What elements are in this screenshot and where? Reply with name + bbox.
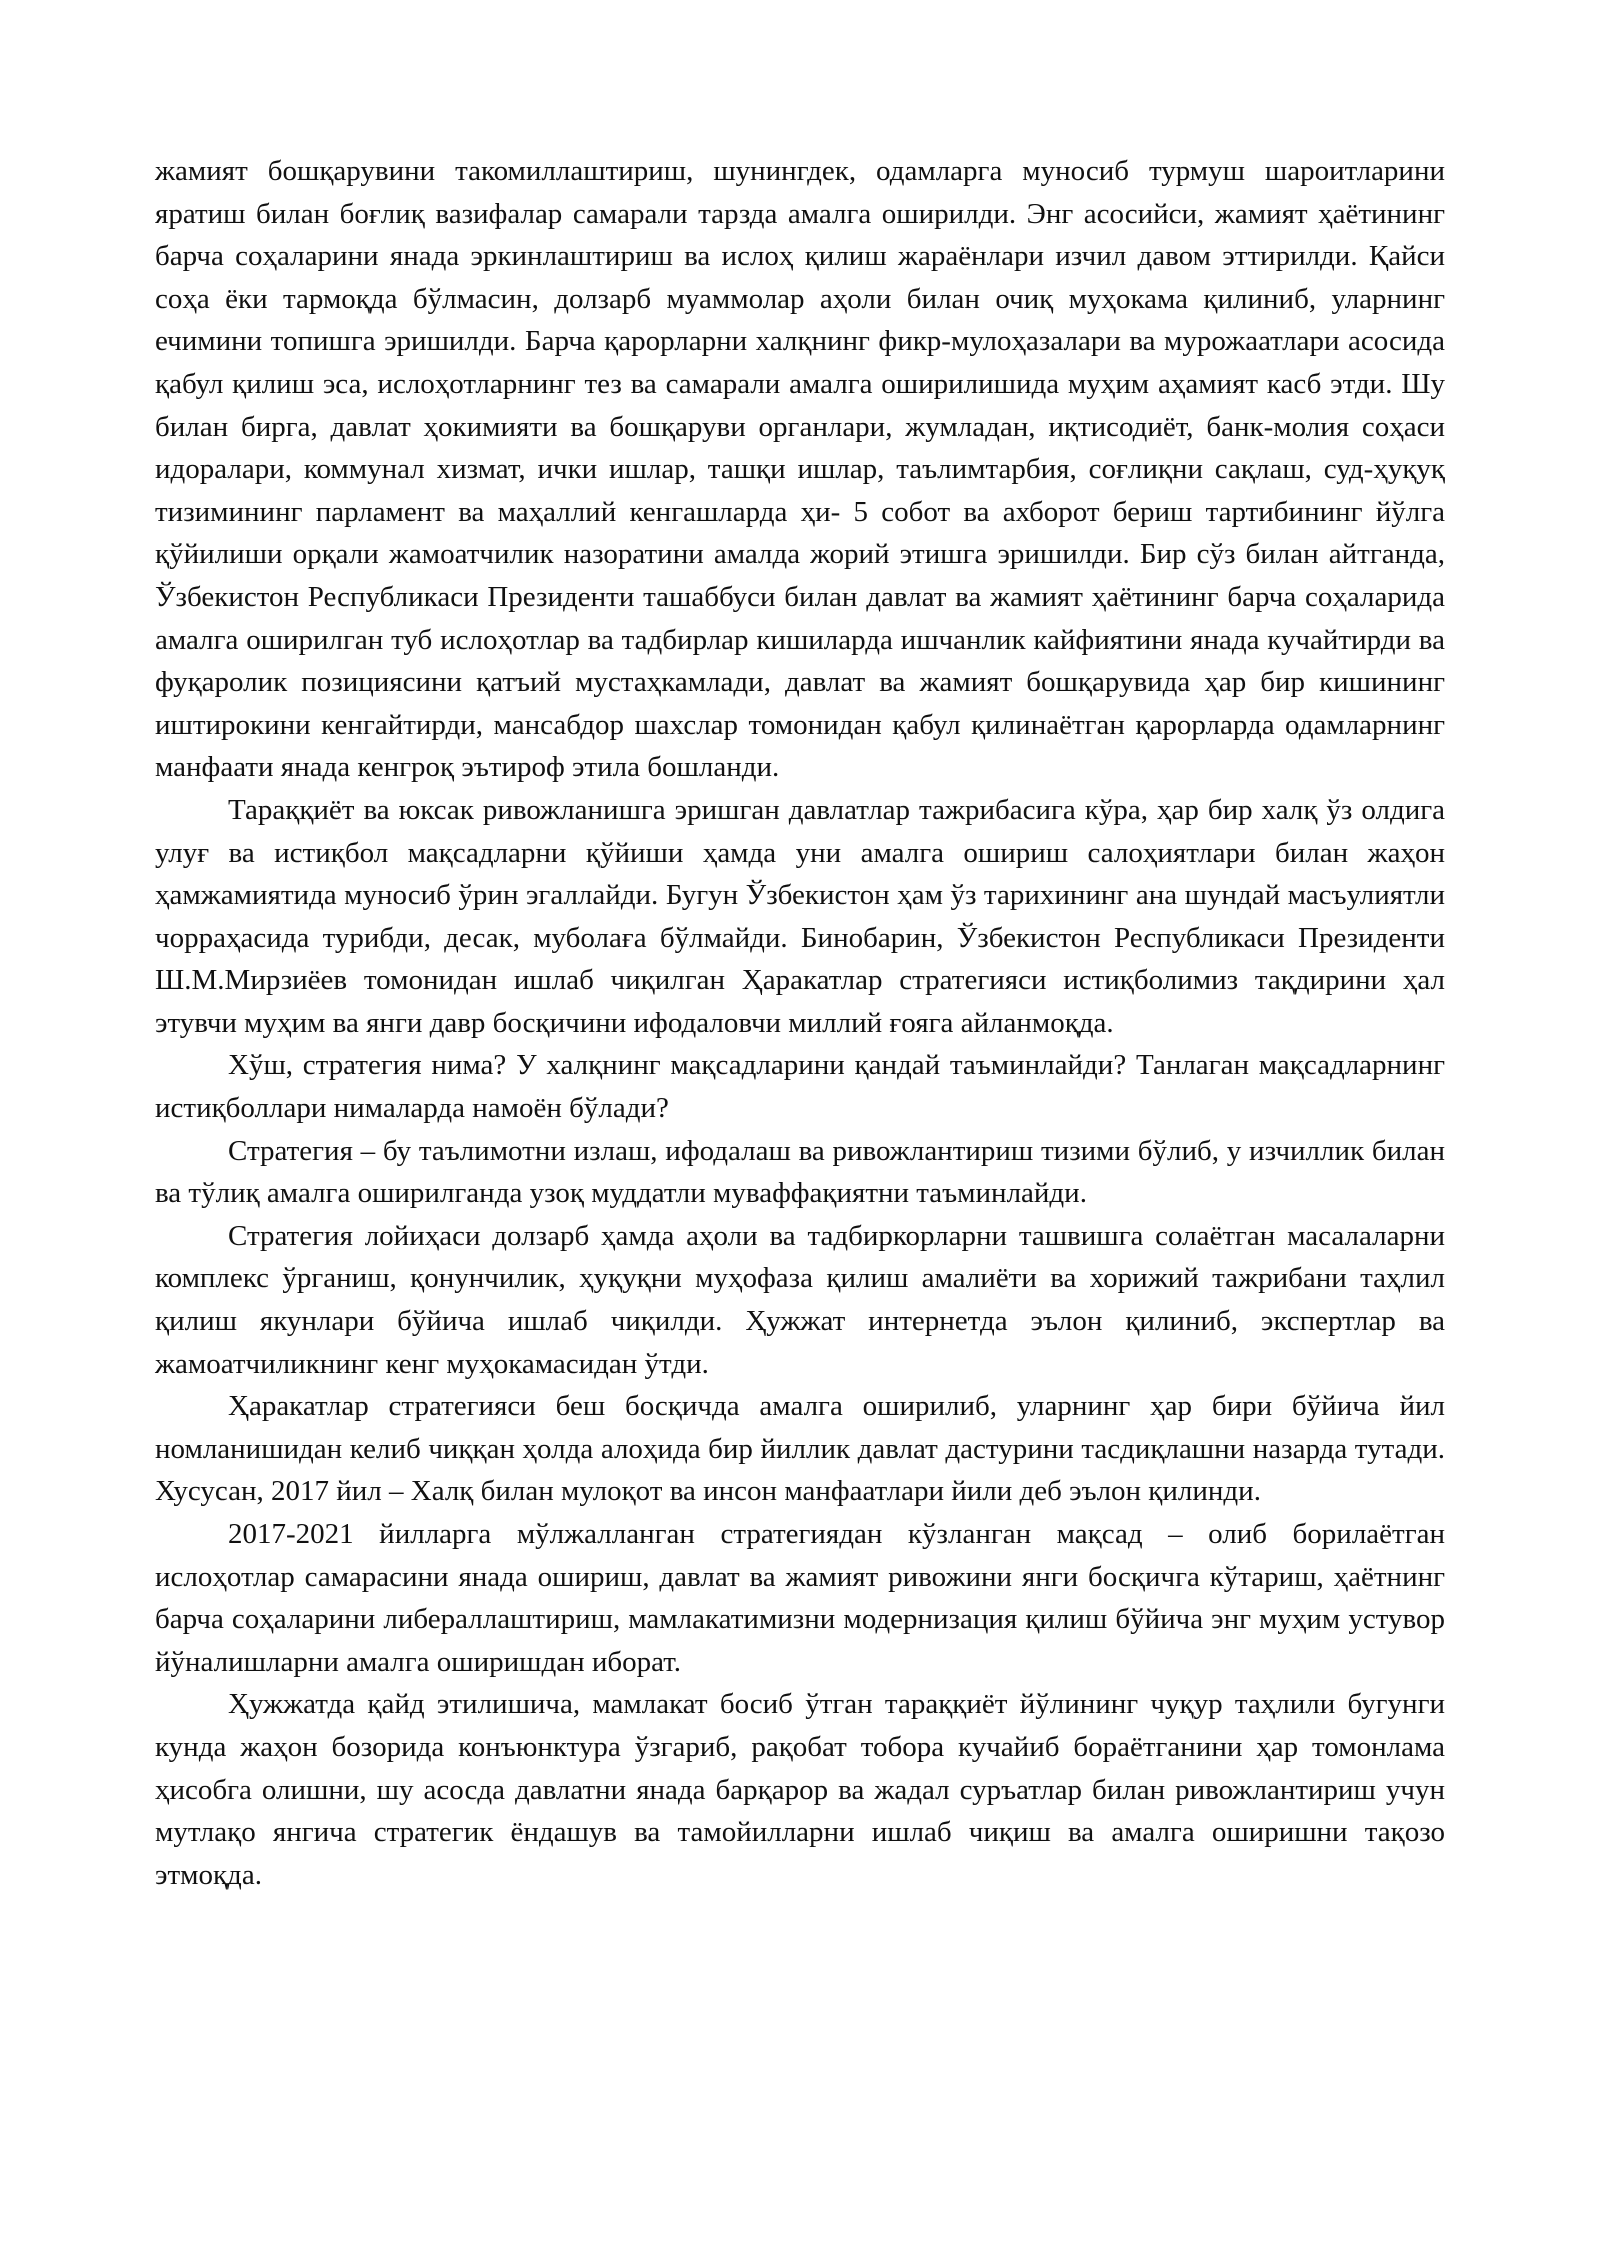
document-body xyxy=(155,150,1445,1896)
paragraph-7: 2017-2021 йилларга мўлжалланган стратегиядан кўзланган мақсад – олиб борилаётган ислоҳотлар самарасини янада ошириш, давлат ва жамият ривожини янги босқичга кўтариш, ҳаётнинг барча соҳаларини либераллаштириш, мамлакатимизни модернизация қилиш бўйича энг муҳим устувор йўналишларни амалга оширишдан иборат. xyxy=(155,1518,1445,1678)
paragraph-1: жамият бошқарувини такомиллаштириш, шунингдек, одамларга муносиб турмуш шароитларини яратиш билан боғлиқ вазифалар самарали тарзда амалга оширилди. Энг асосийси, жамият ҳаётининг барча соҳаларини янада эркинлаштириш ва ислоҳ қилиш жараёнлари изчил давом эттирилди. Қайси соҳа ёки тармоқда бўлмасин, долзарб муаммолар аҳоли билан очиқ муҳокама қилиниб, уларнинг ечимини топишга эришилди. Барча қарорларни халқнинг фикр-мулоҳазалари ва мурожаатлари асосида қабул қилиш эса, ислоҳотларнинг тез ва самарали амалга оширилишида муҳим аҳамият касб этди. Шу билан бирга, давлат ҳокимияти ва бошқаруви органлари, жумладан, иқтисодиёт, банк-молия соҳаси идоралари, коммунал хизмат, ички ишлар, ташқи ишлар, таълимтарбия, соғлиқни сақлаш, суд-ҳуқуқ тизимининг парламент ва маҳаллий кенгашларда ҳи- 5 собот ва ахборот бериш тартибининг йўлга қўйилиши орқали жамоатчилик назоратини амалда жорий этишга эришилди. Бир сўз билан айтганда, Ўзбекистон Республикаси Президенти ташаббуси билан давлат ва жамият ҳаётининг барча соҳаларида амалга оширилган туб ислоҳотлар ва тадбирлар кишиларда ишчанлик кайфиятини янада кучайтирди ва фуқаролик позициясини қатъий мустаҳкамлади, давлат ва жамият бошқарувида ҳар бир кишининг иштирокини кенгайтирди, мансабдор шахслар томонидан қабул қилинаётган қарорларда одамларнинг манфаати янада кенгроқ эътироф этила бошланди. xyxy=(155,155,1445,784)
paragraph-2: Тараққиёт ва юксак ривожланишга эришган давлатлар тажрибасига кўра, ҳар бир халқ ўз олдига улуғ ва истиқбол мақсадларни қўйиши ҳамда уни амалга ошириш салоҳиятлари билан жаҳон ҳамжамиятида муносиб ўрин эгаллайди. Бугун Ўзбекистон ҳам ўз тарихининг ана шундай масъулиятли чорраҳасида турибди, десак, муболаға бўлмайди. Бинобарин, Ўзбекистон Республикаси Президенти Ш.М.Мирзиёев томонидан ишлаб чиқилган Ҳаракатлар стратегияси истиқболимиз тақдирини ҳал этувчи муҳим ва янги давр босқичини ифодаловчи миллий ғояга айланмоқда. xyxy=(155,793,1445,1039)
paragraph-3: Хўш, стратегия нима? У халқнинг мақсадларини қандай таъминлайди? Танлаган мақсадларнинг истиқболлари нималарда намоён бўлади? xyxy=(155,1049,1445,1125)
paragraph-6: Ҳаракатлар стратегияси беш босқичда амалга оширилиб, уларнинг ҳар бири бўйича йил номланишидан келиб чиққан ҳолда алоҳида бир йиллик давлат дастурини тасдиқлашни назарда тутади. Хусусан, 2017 йил – Халқ билан мулоқот ва инсон манфаатлари йили деб эълон қилинди. xyxy=(155,1390,1445,1508)
paragraph-5: Стратегия лойиҳаси долзарб ҳамда аҳоли ва тадбиркорларни ташвишга солаётган масалаларни комплекс ўрганиш, қонунчилик, ҳуқуқни муҳофаза қилиш амалиёти ва хорижий тажрибани таҳлил қилиш якунлари бўйича ишлаб чиқилди. Ҳужжат интернетда эълон қилиниб, экспертлар ва жамоатчиликнинг кенг муҳокамасидан ўтди. xyxy=(155,1219,1445,1380)
paragraph-8: Ҳужжатда қайд этилишича, мамлакат босиб ўтган тараққиёт йўлининг чуқур таҳлили бугунги кунда жаҳон бозорида конъюнктура ўзгариб, рақобат тобора кучайиб бораётганини ҳар томонлама ҳисобга олишни, шу асосда давлатни янада барқарор ва жадал суръатлар билан ривожлантириш учун мутлақо янгича стратегик ёндашув ва тамойилларни ишлаб чиқиш ва амалга оширишни тақозо этмоқда. xyxy=(155,1688,1445,1891)
paragraph-4: Стратегия – бу таълимотни излаш, ифодалаш ва ривожлантириш тизими бўлиб, у изчиллик билан ва тўлиқ амалга оширилганда узоқ муддатли муваффақиятни таъминлайди. xyxy=(155,1134,1445,1210)
